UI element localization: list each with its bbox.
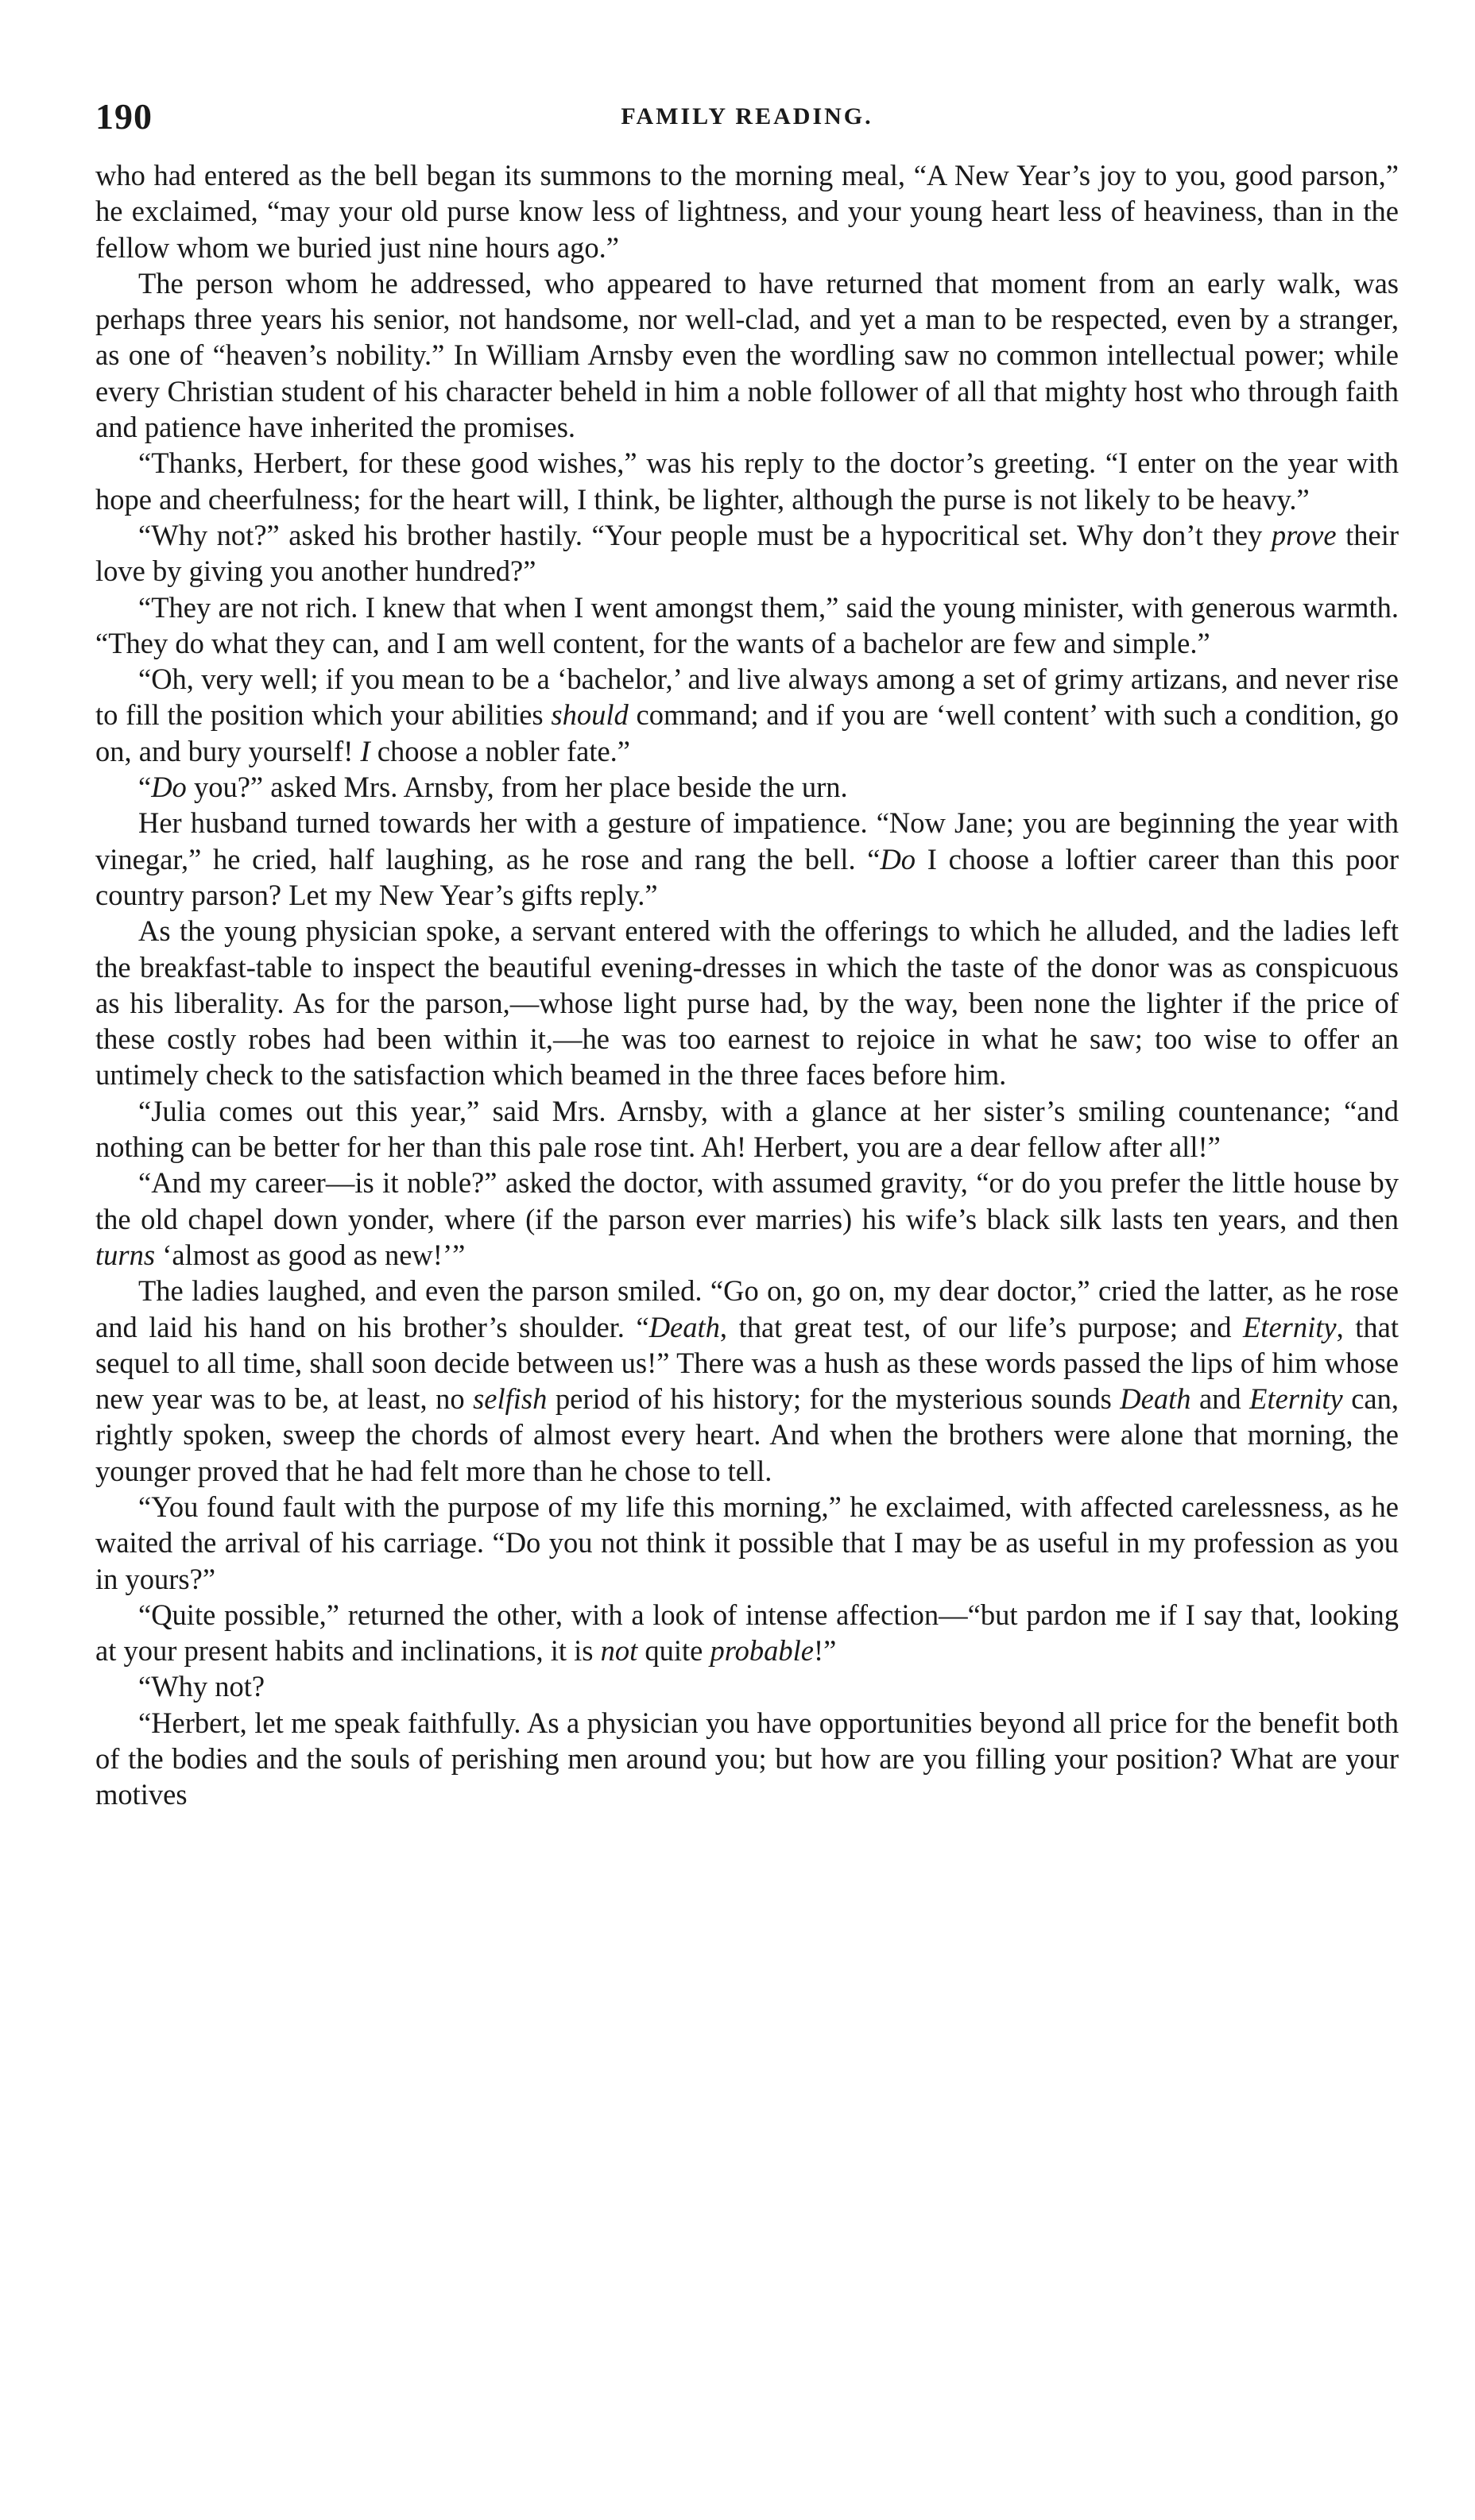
italic-text: selfish — [473, 1382, 548, 1416]
text-run: “Quite possible,” returned the other, with a look of intense affection—“but pardon me if I say that, looking at your present habits and inclinations, it is — [95, 1598, 1399, 1668]
page-number: 190 — [95, 96, 153, 137]
text-run: As the young physician spoke, a servant entered with the offerings to which he alluded, and the ladies left the breakfast-table to inspect the beautiful evening-dresses in which the taste of the donor was as conspicuous as his liberality. As for the parson,—whose light purse had, by the way, been none the lighter if the price of these costly robes had been within it,—he was too earnest to rejoice in what he saw; too wise to offer an untimely check to the satisfaction which beamed in the three faces before him. — [95, 914, 1399, 1092]
paragraph — [95, 1705, 1399, 1813]
text-run: “Julia comes out this year,” said Mrs. Arnsby, with a glance at her sister’s smiling countenance; “and nothing can be better for her than this pale rose tint. Ah! Herbert, you are a dear fellow after all!” — [95, 1094, 1399, 1164]
italic-text: not — [600, 1634, 638, 1668]
book-page — [95, 95, 1399, 1813]
paragraph — [95, 517, 1399, 589]
text-run: “They are not rich. I knew that when I went amongst them,” said the young minister, with generous warmth. “They do what they can, and I am well content, for the wants of a bachelor are few and simple.” — [95, 590, 1399, 659]
text-run: “Oh, very well; if you mean to be a ‘bachelor,’ and live always among a set of grimy artizans, and never rise to fill the position which your abilities — [95, 663, 1399, 732]
text-run: “Thanks, Herbert, for these good wishes,” was his reply to the doctor’s greeting. “I enter on the year with hope and cheerfulness; for the heart will, I think, be lighter, although the purse is not likely to be heavy.” — [95, 446, 1399, 516]
paragraph — [95, 445, 1399, 517]
text-run: I choose a loftier career than this poor country parson? Let my New Year’s gifts reply.” — [95, 842, 1399, 911]
text-run: The ladies laughed, and even the parson smiled. “Go on, go on, my dear doctor,” cried the latter, as he rose and laid his hand on his brother’s shoulder. “ — [95, 1274, 1399, 1343]
text-run: period of his history; for the mysterious sounds — [547, 1382, 1121, 1416]
paragraph — [95, 1093, 1399, 1165]
italic-text: Eternity — [1249, 1382, 1343, 1416]
paragraph — [95, 1668, 1399, 1704]
paragraph — [95, 1489, 1399, 1597]
paragraph — [95, 769, 1399, 805]
text-run: their love by giving you another hundred?” — [95, 518, 1400, 588]
text-run: “Why not? — [138, 1670, 265, 1703]
italic-text: Eternity — [1243, 1310, 1337, 1343]
text-run: choose a nobler fate.” — [370, 734, 630, 767]
text-run: and — [1190, 1382, 1250, 1416]
text-run: , that great test, of our life’s purpose; and — [719, 1310, 1244, 1343]
paragraph — [95, 1165, 1399, 1273]
italic-text: I — [360, 734, 370, 767]
text-run: “Why not?” asked his brother hastily. “Your people must be a hypocritical set. Why don’t they — [138, 518, 1272, 551]
text-run: “And my career—is it noble?” asked the doctor, with assumed gravity, “or do you prefer the little house by the old chapel down yonder, where (if the parson ever marries) his wife’s black silk lasts ten years, and then — [95, 1166, 1399, 1235]
body-text — [95, 157, 1399, 1813]
italic-text: probable — [710, 1634, 814, 1668]
italic-text: Death — [648, 1310, 720, 1343]
paragraph — [95, 661, 1399, 769]
paragraph — [95, 1273, 1399, 1489]
italic-text: prove — [1271, 518, 1337, 551]
text-run: Her husband turned towards her with a gesture of impatience. “Now Jane; you are beginning the year with vinegar,” he cried, half laughing, as he rose and rang the bell. “ — [95, 806, 1399, 875]
text-run: quite — [637, 1634, 710, 1668]
paragraph — [95, 1597, 1399, 1669]
text-run: ‘almost as good as new!’” — [155, 1238, 466, 1271]
text-run: “You found fault with the purpose of my life this morning,” he exclaimed, with affected carelessness, as he waited the arrival of his carriage. “Do you not think it possible that I may be as useful in my profession as you in yours?” — [95, 1490, 1399, 1595]
text-run: The person whom he addressed, who appeared to have returned that moment from an early walk, was perhaps three years his senior, not handsome, nor well-clad, and yet a man to be respected, even by a stranger, as one of “heaven’s nobility.” In William Arnsby even the wordling saw no common intellectual power; while every Christian student of his character beheld in him a noble follower of all that mighty host who through faith and patience have inherited the promises. — [95, 266, 1399, 444]
paragraph — [95, 589, 1399, 662]
italic-text: Death — [1120, 1382, 1191, 1416]
text-run: , that sequel to all time, shall soon decide between us!” There was a hush as these words passed the lips of him whose new year was to be, at least, no — [95, 1310, 1400, 1416]
italic-text: should — [551, 698, 629, 732]
text-run: “Herbert, let me speak faithfully. As a physician you have opportunities beyond all price for the benefit both of the bodies and the souls of perishing men around you; but how are you filling your position? What are your motives — [95, 1706, 1399, 1811]
text-run: who had entered as the bell began its summons to the morning meal, “A New Year’s joy to you, good parson,” he exclaimed, “may your old purse know less of lightness, and your young heart less of heaviness, than in the fellow whom we buried just nine hours ago.” — [95, 159, 1399, 264]
paragraph — [95, 157, 1399, 265]
text-run: command; and if you are ‘well content’ with such a condition, go on, and bury yourself! — [95, 698, 1399, 767]
paragraph — [95, 913, 1399, 1092]
running-title: FAMILY READING. — [621, 103, 873, 129]
text-run: can, rightly spoken, sweep the chords of almost every heart. And when the brothers were alone that morning, the younger proved that he had felt more than he chose to tell. — [95, 1382, 1399, 1487]
italic-text: Do — [151, 771, 187, 804]
text-run: “ — [138, 771, 152, 804]
italic-text: Do — [880, 842, 916, 875]
paragraph — [95, 265, 1399, 445]
page-header — [95, 95, 1399, 157]
text-run: you?” asked Mrs. Arnsby, from her place beside the urn. — [186, 771, 848, 804]
text-run: !” — [813, 1634, 837, 1668]
italic-text: turns — [95, 1238, 156, 1271]
paragraph — [95, 805, 1399, 913]
